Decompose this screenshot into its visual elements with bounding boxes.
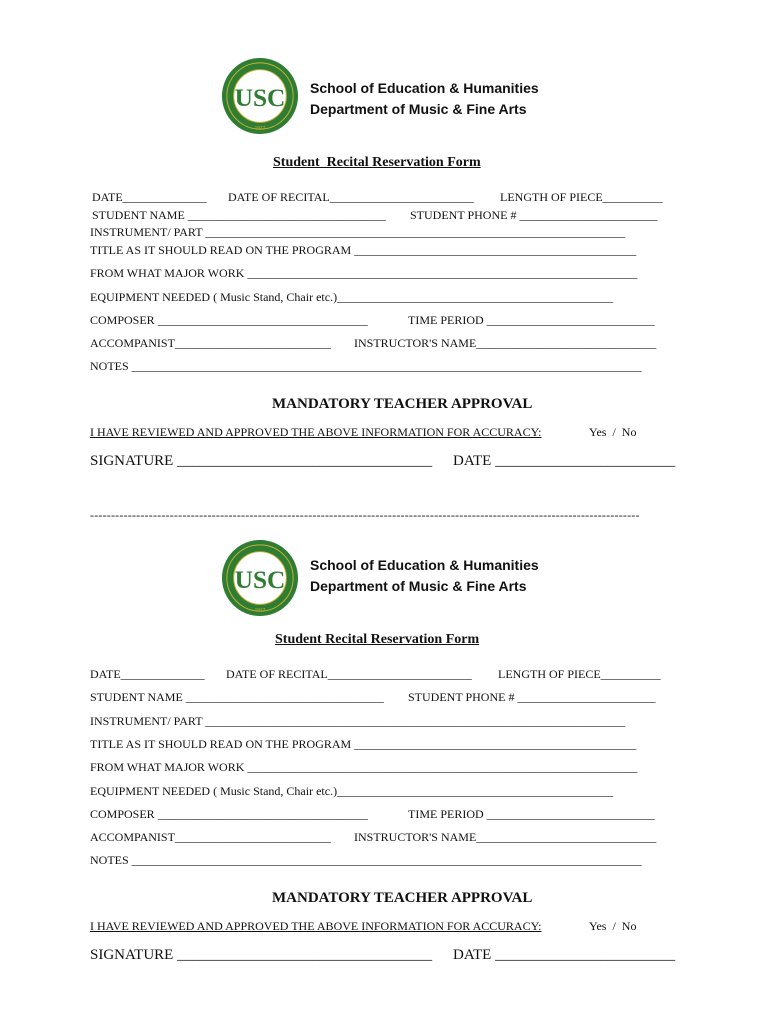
accompanist-field[interactable]: ACCOMPANIST__________________________ xyxy=(90,336,331,350)
svg-text:1927: 1927 xyxy=(254,126,266,132)
student-name-field[interactable]: STUDENT NAME _________________________________ xyxy=(90,690,384,704)
composer-field[interactable]: COMPOSER ___________________________________ xyxy=(90,313,368,327)
approval-heading: MANDATORY TEACHER APPROVAL xyxy=(272,396,533,412)
signature-date-field[interactable]: DATE ________________________ xyxy=(453,947,676,963)
approval-statement: I HAVE REVIEWED AND APPROVED THE ABOVE INFORMATION FOR ACCURACY: xyxy=(90,919,542,933)
instructor-field[interactable]: INSTRUCTOR'S NAME______________________________ xyxy=(354,336,657,350)
form-title: Student Recital Reservation Form xyxy=(275,632,480,647)
approval-heading: MANDATORY TEACHER APPROVAL xyxy=(272,890,533,906)
notes-field[interactable]: NOTES _____________________________________________________________________________________ xyxy=(90,853,642,867)
time-period-field[interactable]: TIME PERIOD ____________________________ xyxy=(408,807,655,821)
instrument-field[interactable]: INSTRUMENT/ PART ______________________________________________________________________ xyxy=(90,225,626,239)
yes-no-choice[interactable]: Yes / No xyxy=(589,425,637,439)
major-work-field[interactable]: FROM WHAT MAJOR WORK _________________________________________________________________ xyxy=(90,760,638,774)
university-seal-icon xyxy=(221,57,299,135)
program-title-field[interactable]: TITLE AS IT SHOULD READ ON THE PROGRAM _______________________________________________ xyxy=(90,243,637,257)
student-phone-field[interactable]: STUDENT PHONE # _______________________ xyxy=(408,690,656,704)
svg-text:USC: USC xyxy=(234,83,286,112)
department-name: Department of Music & Fine Arts xyxy=(310,578,527,594)
composer-field[interactable]: COMPOSER ___________________________________ xyxy=(90,807,368,821)
signature-field[interactable]: SIGNATURE __________________________________ xyxy=(90,453,433,469)
date-of-recital-field[interactable]: DATE OF RECITAL________________________ xyxy=(228,190,474,204)
time-period-field[interactable]: TIME PERIOD ____________________________ xyxy=(408,313,655,327)
length-of-piece-field[interactable]: LENGTH OF PIECE__________ xyxy=(500,190,663,204)
equipment-field[interactable]: EQUIPMENT NEEDED ( Music Stand, Chair etc.)______________________________________________ xyxy=(90,290,614,304)
school-name: School of Education & Humanities xyxy=(310,557,539,573)
instructor-field[interactable]: INSTRUCTOR'S NAME______________________________ xyxy=(354,830,657,844)
program-title-field[interactable]: TITLE AS IT SHOULD READ ON THE PROGRAM _______________________________________________ xyxy=(90,737,637,751)
student-name-field[interactable]: STUDENT NAME _________________________________ xyxy=(92,208,386,222)
signature-date-field[interactable]: DATE ________________________ xyxy=(453,453,676,469)
length-of-piece-field[interactable]: LENGTH OF PIECE__________ xyxy=(498,667,661,681)
yes-no-choice[interactable]: Yes / No xyxy=(589,919,637,933)
svg-text:1927: 1927 xyxy=(254,608,266,614)
university-seal-icon xyxy=(221,539,299,617)
equipment-field[interactable]: EQUIPMENT NEEDED ( Music Stand, Chair etc.)______________________________________________ xyxy=(90,784,614,798)
approval-statement: I HAVE REVIEWED AND APPROVED THE ABOVE INFORMATION FOR ACCURACY: xyxy=(90,425,542,439)
date-field[interactable]: DATE______________ xyxy=(90,667,205,681)
cut-line: ----------------------------------------------------------------------------------------------------------------------------------- xyxy=(90,508,640,522)
form-title: Student Recital Reservation Form xyxy=(273,155,481,170)
accompanist-field[interactable]: ACCOMPANIST__________________________ xyxy=(90,830,331,844)
school-name: School of Education & Humanities xyxy=(310,80,539,96)
signature-field[interactable]: SIGNATURE __________________________________ xyxy=(90,947,433,963)
department-name: Department of Music & Fine Arts xyxy=(310,101,527,117)
svg-text:USC: USC xyxy=(234,565,286,594)
student-phone-field[interactable]: STUDENT PHONE # _______________________ xyxy=(410,208,658,222)
date-of-recital-field[interactable]: DATE OF RECITAL________________________ xyxy=(226,667,472,681)
instrument-field[interactable]: INSTRUMENT/ PART ______________________________________________________________________ xyxy=(90,714,626,728)
date-field[interactable]: DATE______________ xyxy=(92,190,207,204)
major-work-field[interactable]: FROM WHAT MAJOR WORK _________________________________________________________________ xyxy=(90,266,638,280)
notes-field[interactable]: NOTES _____________________________________________________________________________________ xyxy=(90,359,642,373)
